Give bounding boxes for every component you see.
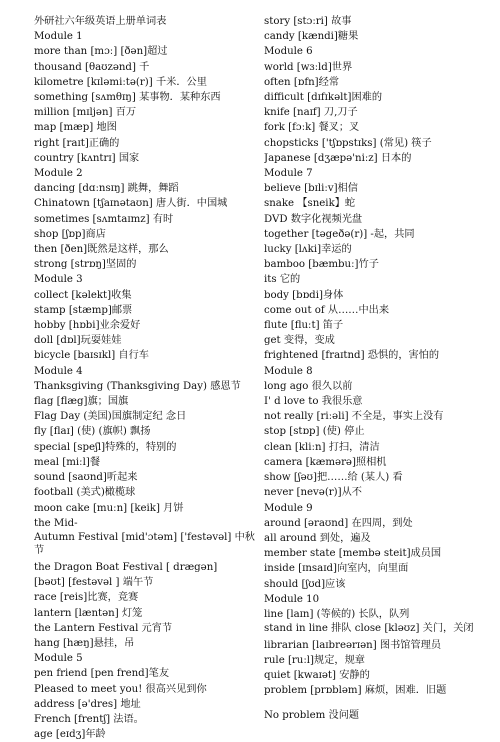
module-heading: Module 1	[34, 31, 83, 43]
vocab-entry: No problem 没问题	[264, 710, 360, 722]
module-heading: Module 10	[264, 593, 320, 605]
vocab-entry: Flag Day (美国)国旗制定纪 念日	[34, 411, 187, 423]
vocab-entry: its 它的	[264, 274, 301, 286]
vocab-entry: member state [membə steit]成员国	[264, 548, 442, 560]
vocab-entry: candy [kændi]糖果	[264, 31, 359, 43]
vocab-entry: meal [miːl]餐	[34, 456, 101, 468]
vocab-entry: then [ðen]既然是这样，那么	[34, 244, 169, 256]
vocab-entry: problem [prɒbləm] 麻烦，困难．旧题	[264, 685, 447, 697]
vocab-entry: snake 【sneik】蛇	[264, 198, 356, 210]
vocab-entry: football (美式)橄榄球	[34, 487, 136, 499]
vocab-entry: Chinatown [tʃaɪnətaʊn] 唐人街．中国城	[34, 198, 228, 210]
vocab-entry: librarian [laɪbreərɪən] 图书馆管理员	[264, 639, 442, 651]
vocab-entry: body [bɒdi]身体	[264, 289, 344, 301]
vocab-entry: shop [ʃɒp]商店	[34, 228, 106, 240]
vocab-entry: not really [riːəli] 不全是，事实上没有	[264, 411, 444, 423]
vocab-entry: world [wɜːld]世界	[264, 61, 353, 73]
vocab-entry: get 变得，变成	[264, 335, 335, 347]
vocab-entry: difficult [dɪfɪkəlt]困难的	[264, 92, 383, 104]
vocab-entry: the Mid-	[34, 517, 78, 529]
module-heading: Module 2	[34, 168, 83, 180]
vocab-entry: camera [kæmərə]照相机	[264, 456, 387, 468]
vocab-entry: DVD 数字化视频光盘	[264, 213, 363, 225]
vocab-entry: Pleased to meet you! 很高兴见到你	[34, 683, 207, 695]
vocab-entry: believe [bɪliːv]相信	[264, 183, 358, 195]
vocab-entry: country [kʌntrɪ] 国家	[34, 152, 140, 164]
vocab-entry: doll [dɒl]玩耍娃娃	[34, 335, 122, 347]
vocab-entry: stop [stɒp] (使) 停止	[264, 426, 365, 438]
vocab-entry: hang [hæŋ]悬挂，吊	[34, 637, 135, 649]
vocab-entry: stamp [stæmp]邮票	[34, 304, 133, 316]
vocab-entry: fly [flaɪ] (使) (旗帜) 飘扬	[34, 426, 151, 438]
vocab-entry: the Lantern Festival 元宵节	[34, 622, 173, 634]
vocab-entry: Thanksgiving (Thanksgiving Day) 感恩节	[34, 380, 241, 392]
module-heading: Module 3	[34, 274, 83, 286]
vocab-entry: map [mæp] 地图	[34, 122, 117, 134]
vocab-entry: around [əraʊnd] 在四周，到处	[264, 517, 413, 529]
vocab-entry: special [speʃl]特殊的，特别的	[34, 441, 177, 453]
module-heading: Module 8	[264, 365, 313, 377]
vocab-entry: flute [fluːt] 笛子	[264, 320, 344, 332]
vocab-entry: age [eɪdʒ]年龄	[34, 729, 106, 741]
module-heading: Module 6	[264, 46, 313, 58]
right-column	[264, 14, 486, 724]
right-word-list	[264, 14, 486, 724]
vocab-entry: kilometre [kɪləmiːtə(r)] 千米．公里	[34, 76, 207, 88]
vocab-entry: something [sʌmθɪŋ] 某事物．某种东西	[34, 92, 221, 104]
vocab-entry: bamboo [bæmbuː]竹子	[264, 259, 379, 271]
left-word-list	[34, 29, 256, 742]
document-title: 外研社六年级英语上册单词表	[34, 16, 167, 27]
vocab-entry: rule [ruːl]规定，规章	[264, 654, 365, 666]
vocab-entry: bicycle [baɪsɪkl] 自行车	[34, 350, 149, 362]
vocab-entry	[264, 698, 486, 708]
vocab-entry: more than [mɔː] [ðən]超过	[34, 46, 168, 58]
vocab-entry: moon cake [muːn] [keik] 月饼	[34, 502, 184, 514]
vocab-entry: race [reis]比赛，竞赛	[34, 592, 139, 604]
vocab-entry: all around 到处，遍及	[264, 532, 371, 544]
vocab-entry: I' d love to 我很乐意	[264, 396, 363, 408]
vocab-entry: French [frentʃ] 法语。	[34, 713, 144, 725]
module-heading: Module 7	[264, 168, 313, 180]
vocab-entry: collect [kəlekt]收集	[34, 289, 132, 301]
left-column	[34, 14, 256, 742]
vocab-entry: never [nevə(r)]从不	[264, 487, 362, 499]
vocab-entry: thousand [θaʊzənd] 千	[34, 61, 150, 73]
vocab-entry: knife [naɪf] 刀,刀子	[264, 107, 358, 119]
vocab-entry: lantern [læntən] 灯笼	[34, 607, 143, 619]
module-heading: Module 4	[34, 365, 83, 377]
vocab-entry: right [raɪt]正确的	[34, 137, 120, 149]
vocab-entry: sound [saʊnd]听起来	[34, 472, 138, 484]
vocab-entry: clean [kliːn] 打扫，清洁	[264, 441, 380, 453]
vocab-entry: chopsticks ['tʃɒpstɪks] (常见) 筷子	[264, 137, 432, 149]
vocab-entry: hobby [hɒbi]业余爱好	[34, 320, 141, 332]
vocab-entry: together [təgeðə(r)] -起，共同	[264, 228, 415, 240]
vocab-entry: show [ʃəʊ]把……给 (某人) 看	[264, 472, 403, 484]
vocab-entry: [bəʊt] [festəvəl ] 端午节	[34, 577, 154, 589]
vocab-entry: lucky [lʌki]幸运的	[264, 244, 352, 256]
vocab-entry: million [mɪljən] 百万	[34, 107, 137, 119]
vocab-entry: sometimes [sʌmtaɪmz] 有时	[34, 213, 174, 225]
vocab-entry: the Dragon Boat Festival [ drægən]	[34, 561, 218, 573]
vocab-entry: dancing [dɑːnsɪŋ] 跳舞，舞蹈	[34, 183, 179, 195]
vocab-entry: often [ɒfn]经常	[264, 76, 340, 88]
vocab-entry: fork [fɔːk] 餐叉；叉	[264, 122, 360, 134]
vocab-entry: quiet [kwaɪət] 安静的	[264, 670, 370, 682]
vocab-entry: address [ə'dres] 地址	[34, 698, 141, 710]
vocab-entry: come out of 从……中出来	[264, 304, 390, 316]
module-heading: Module 5	[34, 653, 83, 665]
vocab-entry: Autumn Festival [mid'ɔtəm] ['festəvəl] 中秋节	[34, 531, 255, 557]
vocab-entry: strong [strɒŋ]坚固的	[34, 259, 137, 271]
vocab-entry: flag [flæg]旗；国旗	[34, 396, 129, 408]
vocab-entry: should [ʃʊd]应该	[264, 578, 346, 590]
vocab-entry: inside [ɪnsaɪd]向室内，向里面	[264, 563, 409, 575]
vocab-entry: long ago 很久以前	[264, 380, 353, 392]
vocab-entry: pen friend [pen frend]笔友	[34, 668, 170, 680]
vocab-entry: frightened [fraɪtnd] 恐惧的，害怕的	[264, 350, 440, 362]
vocab-entry: line [laɪn] (等候的) 长队，队列	[264, 608, 410, 620]
vocab-entry: story [stɔːri] 故事	[264, 16, 352, 27]
vocab-entry: Japanese [dʒæpə'niːz] 日本的	[264, 152, 412, 164]
vocab-entry: stand in line 排队 close [klǝʊz] 关门，关闭	[264, 623, 474, 635]
module-heading: Module 9	[264, 502, 313, 514]
